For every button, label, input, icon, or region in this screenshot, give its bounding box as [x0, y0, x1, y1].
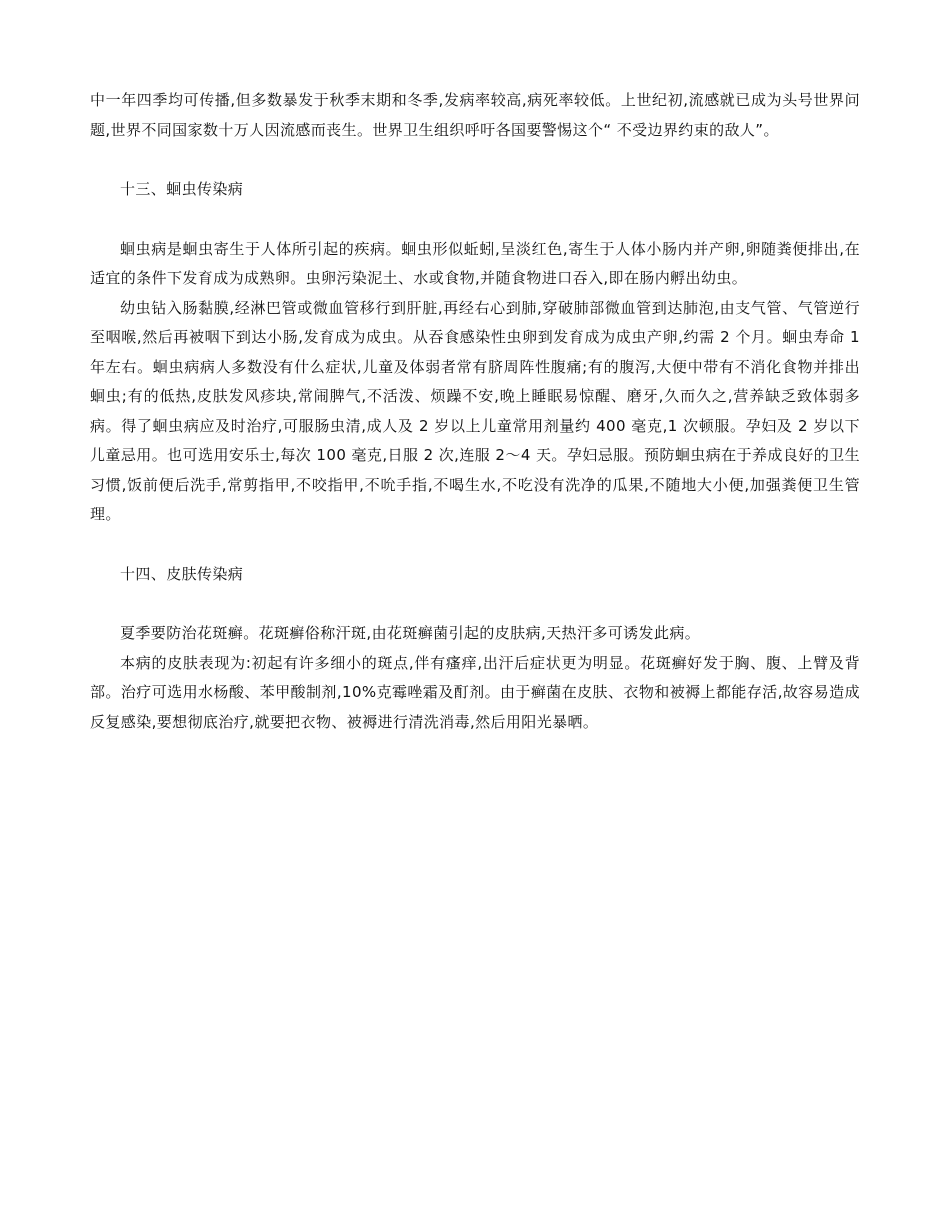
roundworm-paragraph-1: 蛔虫病是蛔虫寄生于人体所引起的疾病。蛔虫形似蚯蚓,呈淡红色,寄生于人体小肠内并产卵,卵随粪便排出,在适宜的条件下发育成为成熟卵。虫卵污染泥土、水或食物,并随食物进口吞入,即在肠内孵出幼虫。 [90, 239, 860, 287]
section-heading-skin: 十四、皮肤传染病 [120, 564, 244, 583]
document-page [90, 86, 860, 737]
skin-paragraph-2: 本病的皮肤表现为:初起有许多细小的斑点,伴有瘙痒,出汗后症状更为明显。花斑癣好发于胸、腹、上臂及背部。治疗可选用水杨酸、苯甲酸制剂,10%克霉唑霜及酊剂。由于癣菌在皮肤、衣物和被褥上都能存活,故容易造成反复感染,要想彻底治疗,就要把衣物、被褥进行清洗消毒,然后用阳光暴晒。 [90, 653, 860, 731]
intro-paragraph: 中一年四季均可传播,但多数暴发于秋季末期和冬季,发病率较高,病死率较低。上世纪初,流感就已成为头号世界问题,世界不同国家数十万人因流感而丧生。世界卫生组织呼吁各国要警惕这个“ 不受边界约束的敌人”。 [90, 91, 860, 139]
section-heading-roundworm: 十三、蛔虫传染病 [120, 180, 244, 198]
skin-paragraph-1: 夏季要防治花斑癣。花斑癣俗称汗斑,由花斑癣菌引起的皮肤病,天热汗多可诱发此病。 [120, 624, 701, 642]
roundworm-paragraph-2: 幼虫钻入肠黏膜,经淋巴管或微血管移行到肝脏,再经右心到肺,穿破肺部微血管到达肺泡,由支气管、气管逆行至咽喉,然后再被咽下到达小肠,发育成为成虫。从吞食感染性虫卵到发育成为成虫产卵,约需 2 个月。蛔虫寿命 1 年左右。蛔虫病病人多数没有什么症状,儿童及体弱者常有脐周阵性腹痛;有的腹泻,大便中带有不消化食物并排出蛔虫;有的低热,皮肤发风疹块,常闹脾气,不活泼、烦躁不安,晚上睡眠易惊醒、磨牙,久而久之,营养缺乏致体弱多病。得了蛔虫病应及时治疗,可服肠虫清,成人及 2 岁以上儿童常用剂量约 400 毫克,1 次顿服。孕妇及 2 岁以下儿童忌用。也可选用安乐士,每次 100 毫克,日服 2 次,连服 2～4 天。孕妇忌服。预防蛔虫病在于养成良好的卫生习惯,饭前便后洗手,常剪指甲,不咬指甲,不吮手指,不喝生水,不吃没有洗净的瓜果,不随地大小便,加强粪便卫生管理。 [90, 298, 860, 523]
